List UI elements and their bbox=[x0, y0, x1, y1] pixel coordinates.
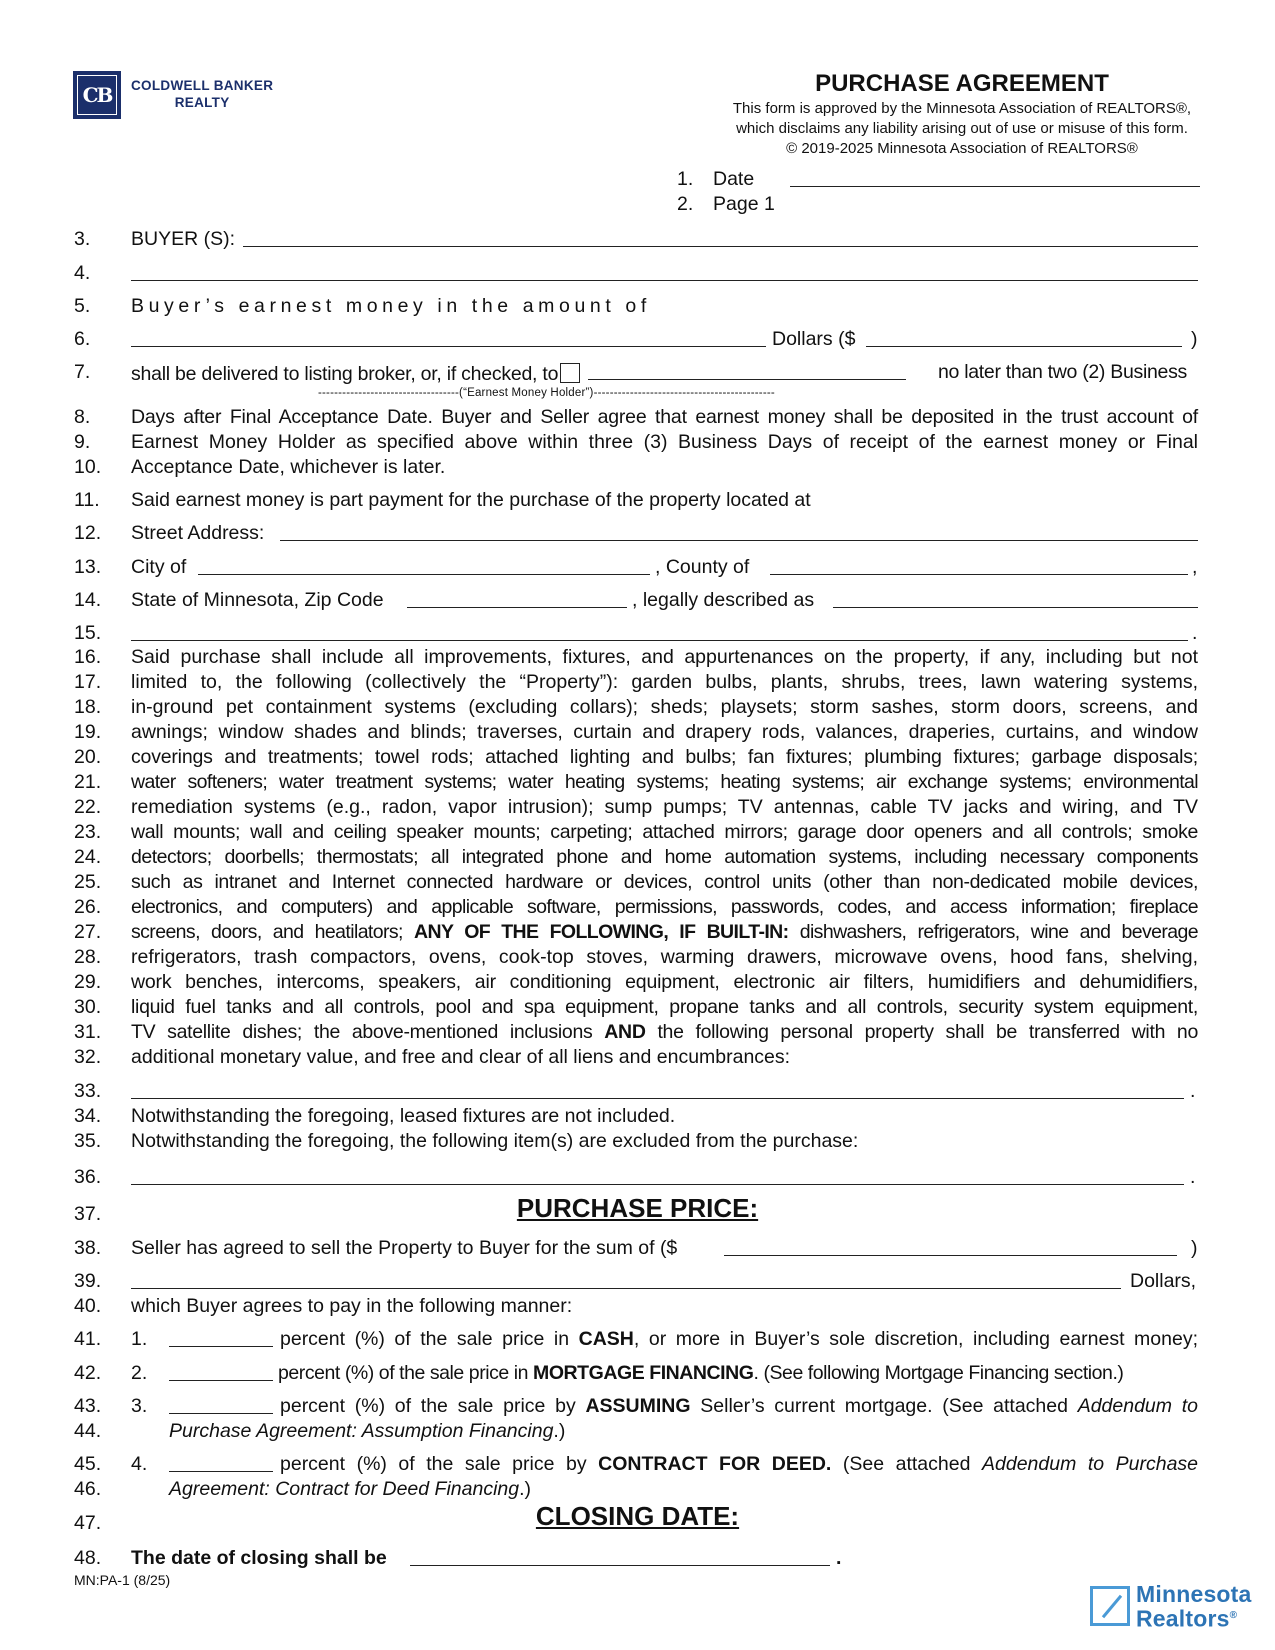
line-number: 27. bbox=[74, 921, 102, 943]
paragraph-line: Notwithstanding the foregoing, the following item(s) are excluded from the purchase: bbox=[131, 1130, 859, 1152]
period: . bbox=[836, 1547, 842, 1569]
buyer-label: BUYER (S): bbox=[131, 228, 236, 250]
delivery-text bbox=[131, 361, 906, 386]
line-number: 7. bbox=[74, 361, 91, 383]
italic-text-run: Addendum to Purchase bbox=[982, 1453, 1199, 1475]
line-number: 40. bbox=[74, 1295, 102, 1317]
purchase-price-heading: PURCHASE PRICE: bbox=[516, 1193, 759, 1223]
legal-description-field[interactable] bbox=[833, 607, 1198, 608]
paragraph-line: coverings and treatments; towel rods; attached lighting and bulbs; fan fixtures; plumbing fixtures; garbage disposals; bbox=[131, 746, 1198, 768]
line-number: 5. bbox=[74, 295, 91, 317]
line-number: 10. bbox=[74, 456, 102, 478]
line-number: 44. bbox=[74, 1420, 102, 1442]
text-run: . (See following Mortgage Financing section.) bbox=[753, 1362, 1124, 1384]
city-label: City of bbox=[131, 556, 187, 578]
line-number: 16. bbox=[74, 646, 102, 668]
italic-text-run: Agreement: Contract for Deed Financing bbox=[169, 1478, 520, 1500]
disclaimer-line: which disclaims any liability arising out of use or misuse of this form. bbox=[736, 120, 1188, 137]
list-index: 3. bbox=[131, 1395, 148, 1417]
payment-option-assumption bbox=[280, 1395, 1198, 1418]
line-number: 37. bbox=[74, 1203, 102, 1225]
paragraph-line: Said purchase shall include all improvements, fixtures, and appurtenances on the property, if any, including but not bbox=[131, 646, 1198, 668]
page-label: Page 1 bbox=[713, 193, 775, 215]
line-number: 3. bbox=[74, 228, 91, 250]
period: . bbox=[1192, 622, 1198, 644]
line-number: 46. bbox=[74, 1478, 102, 1500]
line-number: 43. bbox=[74, 1395, 102, 1417]
line-number: 13. bbox=[74, 556, 102, 578]
paragraph-line: water softeners; water treatment systems; water heating systems; heating systems; air exchange systems; environmental bbox=[131, 771, 1198, 793]
form-disclaimer bbox=[662, 99, 1262, 159]
purchase-price-text: Seller has agreed to sell the Property to Buyer for the sum of ($ bbox=[131, 1237, 678, 1259]
line-number: 47. bbox=[74, 1512, 102, 1534]
delivery-text-start: shall be delivered to listing broker, or, if checked, to bbox=[131, 363, 559, 385]
paragraph-line: work benches, intercoms, speakers, air conditioning equipment, electronic air filters, humidifiers and dehumidifiers, bbox=[131, 971, 1198, 993]
bold-text-run: ASSUMING bbox=[585, 1395, 691, 1417]
closing-date-field[interactable] bbox=[410, 1565, 830, 1566]
line-number: 26. bbox=[74, 896, 102, 918]
line-number: 18. bbox=[74, 696, 102, 718]
list-index: 1. bbox=[131, 1328, 148, 1350]
list-index: 2. bbox=[131, 1362, 148, 1384]
logo-monogram: CB bbox=[82, 83, 112, 107]
line-number: 28. bbox=[74, 946, 102, 968]
line-number: 31. bbox=[74, 1021, 102, 1043]
line-number: 24. bbox=[74, 846, 102, 868]
bold-text-run: CONTRACT FOR DEED. bbox=[598, 1453, 832, 1475]
text-run: .) bbox=[553, 1420, 566, 1442]
legal-description-label: , legally described as bbox=[632, 589, 815, 611]
bold-text-run: ANY OF THE FOLLOWING, IF BUILT-IN: bbox=[414, 921, 789, 943]
paragraph-line: limited to, the following (collectively the “Property”): garden bulbs, plants, shrubs, trees, lawn watering systems, bbox=[131, 671, 1198, 693]
buyer-name-field[interactable] bbox=[243, 246, 1198, 247]
line-number: 20. bbox=[74, 746, 102, 768]
line-number: 2. bbox=[677, 193, 694, 215]
line-number: 4. bbox=[74, 262, 91, 284]
paragraph-line: remediation systems (e.g., radon, vapor intrusion); sump pumps; TV antennas, cable TV jacks and wiring, and TV bbox=[131, 796, 1198, 818]
line-number: 36. bbox=[74, 1166, 102, 1188]
paragraph-line: in-ground pet containment systems (excluding collars); sheds; playsets; storm sashes, storm doors, screens, and bbox=[131, 696, 1198, 718]
registered-mark: ® bbox=[1229, 1610, 1238, 1621]
zip-code-field[interactable] bbox=[407, 607, 627, 608]
paragraph-line: wall mounts; wall and ceiling speaker mounts; carpeting; attached mirrors; garage door openers and all controls; smoke bbox=[131, 821, 1198, 843]
earnest-money-words-field[interactable] bbox=[131, 346, 766, 347]
italic-text-run: Purchase Agreement: Assumption Financing bbox=[169, 1420, 554, 1442]
purchase-price-words-field[interactable] bbox=[131, 1288, 1121, 1289]
line-number: 11. bbox=[74, 489, 100, 511]
assumption-percent-field[interactable] bbox=[169, 1413, 273, 1414]
line-number: 1. bbox=[677, 168, 694, 190]
delivery-text-end: no later than two (2) Business bbox=[938, 361, 1187, 383]
paren-close: ) bbox=[1191, 1237, 1198, 1259]
disclaimer-line: © 2019-2025 Minnesota Association of REALTORS® bbox=[786, 140, 1138, 157]
logo-text: Realtors bbox=[1136, 1605, 1230, 1632]
paragraph-line: electronics, and computers) and applicable software, permissions, passwords, codes, and access information; fireplace bbox=[131, 896, 1198, 918]
period: . bbox=[1190, 1080, 1196, 1102]
text-run: screens, doors, and heatilators; bbox=[131, 921, 403, 943]
date-field[interactable] bbox=[790, 186, 1200, 187]
text-run: (See attached bbox=[842, 1453, 971, 1475]
line-number: 8. bbox=[74, 406, 91, 428]
list-index: 4. bbox=[131, 1453, 148, 1475]
disclaimer-line: This form is approved by the Minnesota Association of REALTORS®, bbox=[732, 100, 1192, 117]
line-number: 35. bbox=[74, 1130, 102, 1152]
coldwell-banker-logo-mark bbox=[73, 71, 121, 119]
text-run: the following personal property shall be transferred with no bbox=[657, 1021, 1199, 1043]
cash-percent-field[interactable] bbox=[169, 1346, 273, 1347]
earnest-money-holder-checkbox[interactable] bbox=[560, 363, 580, 383]
line-number: 48. bbox=[74, 1547, 102, 1569]
coldwell-banker-wordmark bbox=[131, 77, 273, 111]
text-run: percent (%) of the sale price by bbox=[280, 1453, 587, 1475]
payment-option-cash bbox=[280, 1328, 1198, 1351]
line-number: 45. bbox=[74, 1453, 102, 1475]
bold-text-run: CASH bbox=[578, 1328, 634, 1350]
form-code: MN:PA-1 (8/25) bbox=[74, 1572, 171, 1588]
line-number: 42. bbox=[74, 1362, 102, 1384]
street-address-label: Street Address: bbox=[131, 522, 265, 544]
county-field[interactable] bbox=[770, 574, 1188, 575]
excluded-items-field[interactable] bbox=[131, 1184, 1184, 1185]
line-number: 25. bbox=[74, 871, 102, 893]
dollars-label: Dollars, bbox=[1130, 1270, 1197, 1292]
buyer-name-field-2[interactable] bbox=[131, 280, 1198, 281]
legal-description-field-2[interactable] bbox=[131, 640, 1188, 641]
line-number: 32. bbox=[74, 1046, 102, 1068]
brand-subname: REALTY bbox=[174, 95, 230, 110]
line-number: 12. bbox=[74, 522, 102, 544]
purchase-price-amount-field[interactable] bbox=[724, 1255, 1177, 1256]
text-run: , or more in Buyer’s sole discretion, including earnest money; bbox=[633, 1328, 1198, 1350]
paragraph-line: Days after Final Acceptance Date. Buyer and Seller agree that earnest money shall be deposited in the trust account of bbox=[131, 406, 1198, 428]
earnest-money-amount-field[interactable] bbox=[866, 346, 1182, 347]
paragraph-line: awnings; window shades and blinds; traverses, curtain and drapery rods, valances, draperies, curtains, and window bbox=[131, 721, 1198, 743]
line-number: 41. bbox=[74, 1328, 102, 1350]
street-address-field[interactable] bbox=[280, 540, 1198, 541]
line-number: 38. bbox=[74, 1237, 102, 1259]
line-number: 29. bbox=[74, 971, 102, 993]
form-title: PURCHASE AGREEMENT bbox=[815, 70, 1109, 97]
date-label: Date bbox=[713, 168, 755, 190]
text-run: TV satellite dishes; the above-mentioned inclusions bbox=[131, 1021, 593, 1043]
line-number: 9. bbox=[74, 431, 91, 453]
closing-date-heading: CLOSING DATE: bbox=[535, 1501, 740, 1531]
paragraph-line bbox=[131, 1021, 1198, 1044]
text-run: percent (%) of the sale price in bbox=[280, 1328, 570, 1350]
line-number: 30. bbox=[74, 996, 102, 1018]
line-number: 15. bbox=[74, 622, 102, 644]
line-number: 22. bbox=[74, 796, 102, 818]
city-field[interactable] bbox=[198, 574, 650, 575]
line-number: 34. bbox=[74, 1105, 102, 1127]
personal-property-field[interactable] bbox=[131, 1098, 1184, 1099]
earnest-money-holder-field[interactable] bbox=[588, 361, 906, 380]
bold-text-run: AND bbox=[604, 1021, 646, 1043]
paragraph-line: Notwithstanding the foregoing, leased fixtures are not included. bbox=[131, 1105, 676, 1127]
text-run: dishwashers, refrigerators, wine and beverage bbox=[799, 921, 1198, 943]
contract-for-deed-percent-field[interactable] bbox=[169, 1471, 273, 1472]
paragraph-line: additional monetary value, and free and clear of all liens and encumbrances: bbox=[131, 1046, 791, 1068]
brand-name: COLDWELL BANKER bbox=[131, 78, 274, 93]
dollars-label: Dollars ($ bbox=[772, 328, 856, 350]
earnest-money-holder-caption: -----------------------------------(“Earnest Money Holder”)--------------------------------------------- bbox=[318, 387, 775, 399]
line-number: 23. bbox=[74, 821, 102, 843]
paragraph-line: Said earnest money is part payment for the purchase of the property located at bbox=[131, 489, 811, 511]
text-run: percent (%) of the sale price in bbox=[278, 1362, 529, 1384]
text-run: Seller’s current mortgage. (See attached bbox=[700, 1395, 1068, 1417]
line-number: 14. bbox=[74, 589, 102, 611]
period: . bbox=[1190, 1166, 1196, 1188]
paragraph-line: such as intranet and Internet connected hardware or devices, control units (other than non-dedicated mobile devices, bbox=[131, 871, 1198, 893]
minnesota-realtors-logo bbox=[1090, 1583, 1252, 1630]
line-number: 39. bbox=[74, 1270, 102, 1292]
mortgage-percent-field[interactable] bbox=[169, 1380, 273, 1381]
payment-option-mortgage bbox=[278, 1362, 1123, 1385]
paragraph-line: Earnest Money Holder as specified above within three (3) Business Days of receipt of the earnest money or Final bbox=[131, 431, 1198, 453]
comma: , bbox=[1192, 556, 1198, 578]
line-number: 17. bbox=[74, 671, 102, 693]
text-run: percent (%) of the sale price by bbox=[280, 1395, 576, 1417]
italic-text-run: Addendum to bbox=[1077, 1395, 1199, 1417]
paragraph-line: Acceptance Date, whichever is later. bbox=[131, 456, 446, 478]
payment-option-assumption-cont bbox=[169, 1420, 565, 1443]
minnesota-realtors-icon bbox=[1090, 1586, 1130, 1626]
payment-option-contract-for-deed bbox=[280, 1453, 1198, 1476]
bold-text-run: MORTGAGE FINANCING bbox=[533, 1362, 754, 1384]
zip-code-label: State of Minnesota, Zip Code bbox=[131, 589, 384, 611]
payment-option-contract-for-deed-cont bbox=[169, 1478, 531, 1501]
paragraph-line: detectors; doorbells; thermostats; all integrated phone and home automation systems, including necessary components bbox=[131, 846, 1198, 868]
paragraph-line bbox=[131, 921, 1198, 944]
line-number: 21. bbox=[74, 771, 102, 793]
line-number: 33. bbox=[74, 1080, 102, 1102]
text-run: .) bbox=[519, 1478, 532, 1500]
line-number: 19. bbox=[74, 721, 102, 743]
county-label: , County of bbox=[655, 556, 750, 578]
logo-text: Minnesota bbox=[1136, 1581, 1252, 1607]
minnesota-realtors-wordmark bbox=[1136, 1583, 1252, 1630]
paragraph-line: which Buyer agrees to pay in the following manner: bbox=[131, 1295, 573, 1317]
line-number: 6. bbox=[74, 328, 91, 350]
paragraph-line: liquid fuel tanks and all controls, pool and spa equipment, propane tanks and all controls, security system equipment, bbox=[131, 996, 1198, 1018]
paragraph-line: refrigerators, trash compactors, ovens, cook-top stoves, warming drawers, microwave ovens, hood fans, shelving, bbox=[131, 946, 1198, 968]
closing-date-label: The date of closing shall be bbox=[131, 1547, 387, 1569]
earnest-money-text: Buyer’s earnest money in the amount of bbox=[131, 295, 651, 317]
paren-close: ) bbox=[1191, 328, 1198, 350]
